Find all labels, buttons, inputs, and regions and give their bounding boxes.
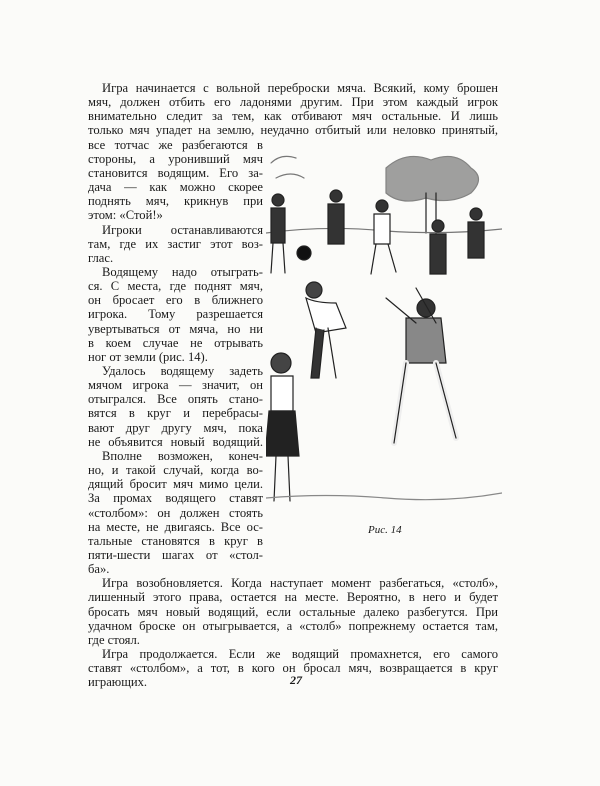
text-line: но, и такой случай, когда во- <box>88 463 263 478</box>
text-line: Игроки останавливаются <box>102 222 263 237</box>
text-line: дящий бросит мяч мимо цели. <box>88 477 263 492</box>
text-line: где стоял. <box>88 632 140 647</box>
text-line: в коем случае не отрывать <box>88 335 263 350</box>
text-line: «столбом»: он должен стоять <box>88 505 263 520</box>
text-line: Вполне возможен, конеч- <box>102 448 263 463</box>
text-line: пяти-шести шагах от «стол- <box>88 547 263 562</box>
text-line: Игра начинается с вольной переброски мяча. Всякий, кому брошен <box>102 81 498 95</box>
text-line: бросать мяч новый водящий, если остальные далеко разбегутся. При <box>88 604 498 619</box>
text-line: тальные становятся в круг в <box>88 533 263 548</box>
text-line: он бросает его в ближнего <box>88 293 263 308</box>
text-line: Игра продолжается. Если же водящий промахнется, его самого <box>102 647 498 661</box>
text-line: играющих. <box>88 675 148 690</box>
text-line: игрока. Тому разрешается <box>88 307 263 322</box>
text-line: только мяч упадет на землю, неудачно отбитый или неловко принятый, <box>88 123 498 138</box>
text-line: там, где их застиг этот воз- <box>88 236 263 251</box>
text-line: все тотчас же разбегаются в <box>88 137 263 152</box>
text-line: внимательно следит за тем, как отбивают мяч остальные. И лишь <box>88 109 498 124</box>
text-line: вятся в круг и перебрасы- <box>88 406 263 421</box>
text-line: мячом игрока — значит, он <box>88 378 263 393</box>
text-line: Водящему надо отыграть- <box>102 264 263 279</box>
text-line: стороны, а уронивший мяч <box>88 151 263 166</box>
text-line: глас. <box>88 250 114 265</box>
text-line: становится водящим. Его за- <box>88 165 263 180</box>
text-line: лишенный этого права, остается на месте. Вероятно, в него и будет <box>88 590 498 605</box>
page-number: 27 <box>290 673 302 687</box>
text-line: ся. С места, где поднят мяч, <box>88 279 263 294</box>
text-line: ставят «столбом», а тот, в кого он бросал мяч, возвращается в круг <box>88 661 498 676</box>
text-line: поднять мяч, крикнув при <box>88 194 263 209</box>
text-line: этом: «Стой!» <box>88 208 163 223</box>
text-line: не объявится новый водящий. <box>88 434 263 449</box>
text-line: вают друг другу мяч, пока <box>88 420 263 435</box>
text-line: Удалось водящему задеть <box>102 364 263 378</box>
figure-caption: Рис. 14 <box>368 524 402 536</box>
text-line: За промах водящего ставят <box>88 491 263 506</box>
text-line: мяч, должен отбить его ладонями другим. При этом каждый игрок <box>88 95 498 110</box>
text-line: удачном броске он отыгрывается, а «столб» попрежнему остается там, <box>88 618 498 633</box>
text-line: ба». <box>88 562 110 577</box>
illustration-ball-game <box>266 148 502 526</box>
text-line: увертываться от мяча, но ни <box>88 321 263 336</box>
text-line: дача — как можно скорее <box>88 180 263 195</box>
text-line: на месте, не двигаясь. Все ос- <box>88 519 263 534</box>
text-line: отыгрался. Все опять стано- <box>88 392 263 407</box>
text-line: Игра возобновляется. Когда наступает момент разбегаться, «столб», <box>102 576 498 591</box>
text-line: ног от земли (рис. 14). <box>88 349 208 364</box>
